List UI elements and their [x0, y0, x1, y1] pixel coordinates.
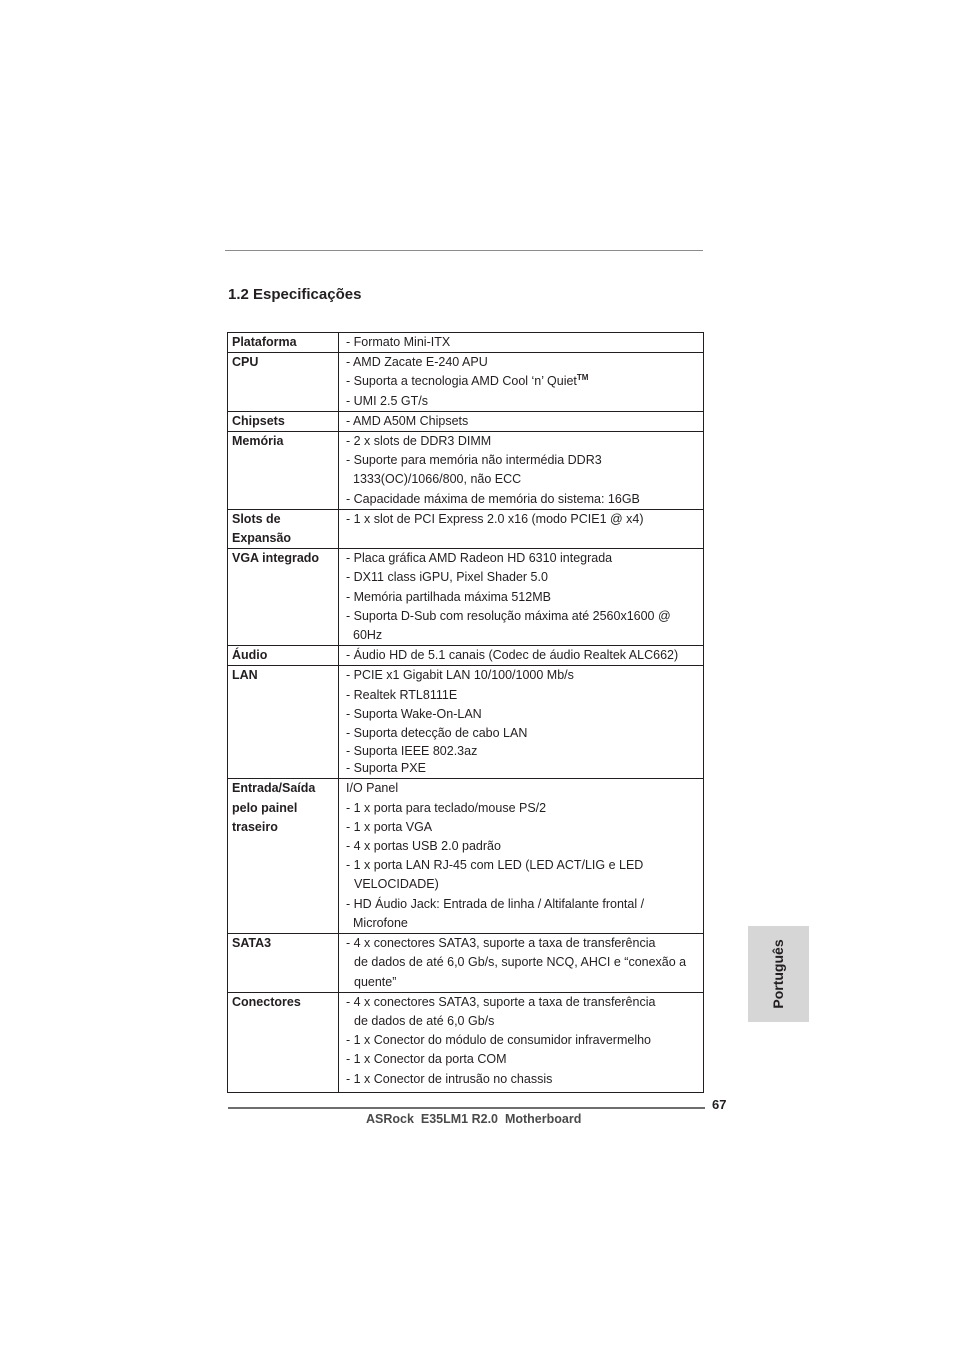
trademark-mark: TM — [576, 373, 589, 383]
table-row — [228, 666, 704, 779]
label-line: LAN — [232, 668, 258, 683]
row-label — [228, 992, 339, 1092]
value-line: - Realtek RTL8111E — [346, 687, 458, 702]
row-value — [339, 992, 704, 1092]
value-line: - Suporta Wake-On-LAN — [346, 706, 482, 721]
value-line: - DX11 class iGPU, Pixel Shader 5.0 — [346, 570, 548, 585]
table-row — [228, 779, 704, 934]
value-line: - 4 x conectores SATA3, suporte a taxa de transferência — [346, 994, 656, 1009]
value-line: - AMD A50M Chipsets — [346, 413, 469, 428]
value-line: 60Hz — [353, 628, 383, 643]
table-row — [228, 353, 704, 412]
label-line: CPU — [232, 355, 259, 370]
label-line: Memória — [232, 434, 284, 449]
label-line: Plataforma — [232, 335, 297, 349]
value-line: - 1 x porta para teclado/mouse PS/2 — [346, 800, 547, 815]
row-label — [228, 646, 339, 666]
table-row — [228, 549, 704, 646]
row-value — [339, 934, 704, 993]
value-line: - Suporte para memória não intermédia DDR3 — [346, 453, 602, 468]
value-line: 1333(OC)/1066/800, não ECC — [353, 472, 522, 487]
value-line: - Formato Mini-ITX — [346, 335, 451, 349]
table-row — [228, 992, 704, 1092]
value-line: VELOCIDADE) — [354, 877, 439, 892]
spec-table — [227, 332, 704, 1093]
label-line: Expansão — [232, 531, 292, 546]
label-line: Conectores — [232, 994, 301, 1009]
value-line: de dados de até 6,0 Gb/s — [354, 1013, 495, 1028]
row-label — [228, 509, 339, 548]
value-line: I/O Panel — [346, 781, 399, 796]
value-line: - HD Áudio Jack: Entrada de linha / Altifalante frontal / — [346, 896, 645, 911]
value-line: - 1 x porta VGA — [346, 819, 433, 834]
row-value — [339, 779, 704, 934]
row-value — [339, 411, 704, 431]
table-row — [228, 432, 704, 510]
value-text: - Suporta a tecnologia AMD Cool ‘n’ Quiet — [346, 374, 577, 389]
value-line: - 1 x Conector do módulo de consumidor infravermelho — [346, 1033, 652, 1048]
top-rule — [225, 250, 703, 251]
table-row — [228, 509, 704, 548]
label-line: traseiro — [232, 819, 278, 834]
bottom-rule — [228, 1107, 705, 1109]
value-line: Microfone — [353, 915, 408, 930]
value-line: - Suporta PXE — [346, 761, 426, 776]
row-label — [228, 666, 339, 779]
value-line: - 1 x slot de PCI Express 2.0 x16 (modo PCIE1 @ x4) — [346, 511, 644, 526]
value-line: - 4 x portas USB 2.0 padrão — [346, 839, 501, 854]
row-label — [228, 934, 339, 993]
row-value — [339, 509, 704, 548]
value-line: - 4 x conectores SATA3, suporte a taxa de transferência — [346, 936, 656, 951]
row-label — [228, 411, 339, 431]
label-line: SATA3 — [232, 936, 272, 951]
row-label — [228, 549, 339, 646]
value-line: - Suporta detecção de cabo LAN — [346, 726, 528, 741]
table-row — [228, 333, 704, 353]
row-label — [228, 333, 339, 353]
value-line: quente” — [354, 974, 397, 989]
value-line: - 1 x Conector de intrusão no chassis — [346, 1071, 553, 1086]
section-title: 1.2 Especificações — [228, 286, 362, 303]
value-line: - PCIE x1 Gigabit LAN 10/100/1000 Mb/s — [346, 668, 574, 683]
row-value — [339, 353, 704, 412]
label-line: Entrada/Saída — [232, 781, 316, 796]
row-value — [339, 666, 704, 779]
label-line: Slots de — [232, 511, 281, 526]
value-line: - Suporta IEEE 802.3az — [346, 744, 478, 759]
value-line — [346, 372, 703, 391]
label-line: VGA integrado — [232, 551, 320, 566]
value-line: - Áudio HD de 5.1 canais (Codec de áudio Realtek ALC662) — [346, 648, 679, 663]
value-line: - Suporta D-Sub com resolução máxima até 2560x1600 @ — [346, 608, 671, 623]
value-line: - Capacidade máxima de memória do sistema: 16GB — [346, 491, 640, 506]
table-row — [228, 646, 704, 666]
table-row — [228, 411, 704, 431]
value-line: - Memória partilhada máxima 512MB — [346, 589, 551, 604]
value-line: - 2 x slots de DDR3 DIMM — [346, 434, 492, 449]
value-line: - 1 x porta LAN RJ-45 com LED (LED ACT/LIG e LED — [346, 858, 644, 873]
row-value — [339, 646, 704, 666]
label-line: Chipsets — [232, 413, 285, 428]
value-line: - 1 x Conector da porta COM — [346, 1052, 507, 1067]
label-line: Áudio — [232, 648, 268, 663]
language-tab-label: Português — [770, 939, 786, 1009]
value-line: - AMD Zacate E-240 APU — [346, 355, 488, 370]
row-value — [339, 549, 704, 646]
footer-text: ASRock E35LM1 R2.0 Motherboard — [366, 1112, 582, 1126]
label-line: pelo painel — [232, 800, 298, 815]
row-label — [228, 353, 339, 412]
value-line: - Placa gráfica AMD Radeon HD 6310 integrada — [346, 551, 613, 566]
row-label — [228, 779, 339, 934]
value-line: - UMI 2.5 GT/s — [346, 393, 428, 408]
page-number: 67 — [712, 1097, 727, 1112]
row-value — [339, 432, 704, 510]
row-value — [339, 333, 704, 353]
row-label — [228, 432, 339, 510]
language-side-tab — [748, 926, 809, 1022]
table-row — [228, 934, 704, 993]
value-line: de dados de até 6,0 Gb/s, suporte NCQ, AHCI e “conexão a — [354, 955, 687, 970]
